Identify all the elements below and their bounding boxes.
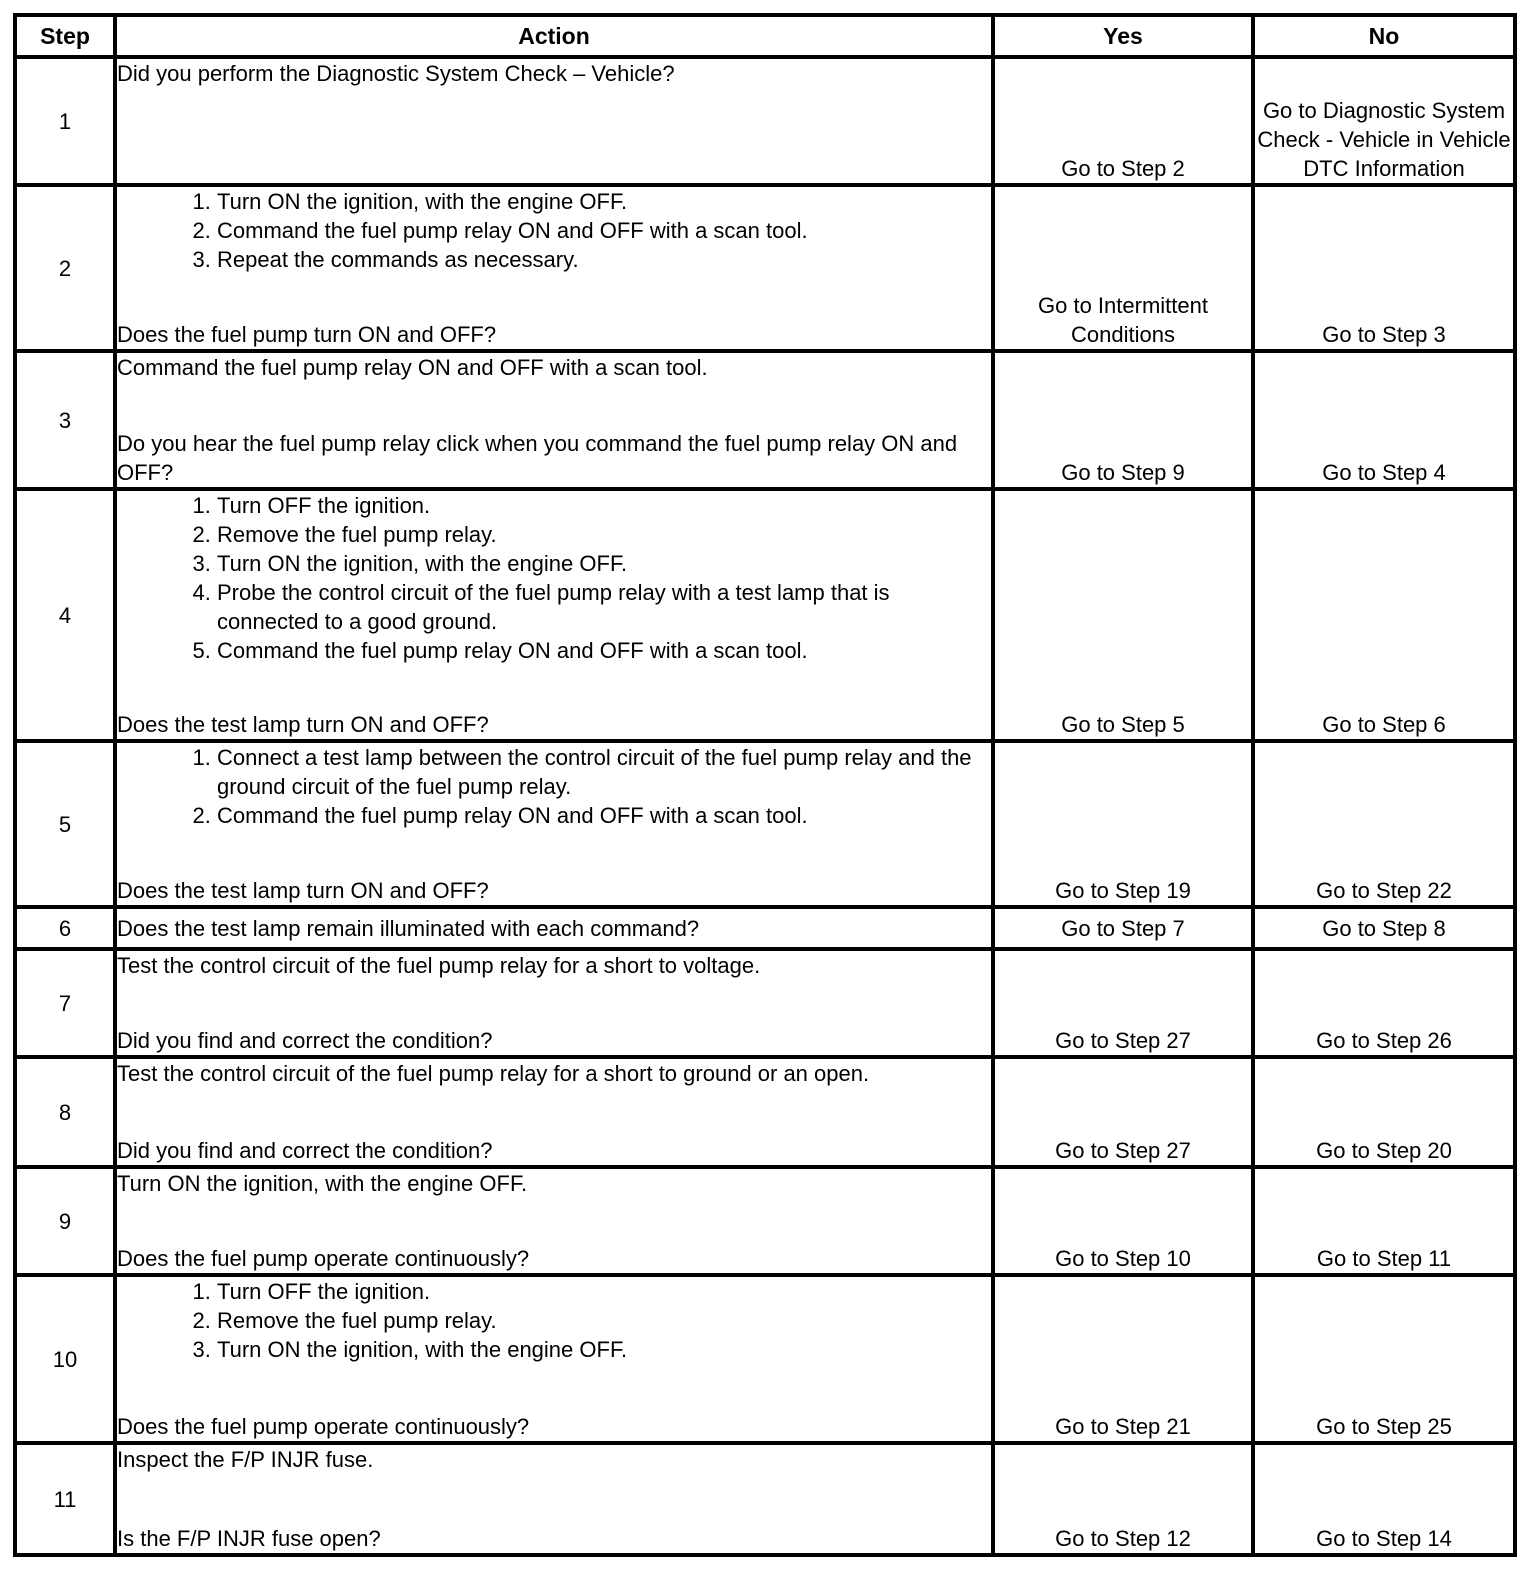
step-number: 2: [15, 185, 115, 351]
action-step: 2. Remove the fuel pump relay.: [217, 520, 991, 549]
yes-result: Go to Intermittent Conditions: [993, 185, 1253, 351]
yes-result: Go to Step 10: [993, 1167, 1253, 1275]
no-result: Go to Diagnostic System Check - Vehicle in Vehicle DTC Information: [1253, 57, 1515, 185]
action-cell: [115, 1057, 993, 1167]
action-cell: [115, 949, 993, 1057]
action-step: 1. Turn OFF the ignition.: [217, 1277, 991, 1306]
yes-result: Go to Step 9: [993, 351, 1253, 489]
header-step: Step: [15, 15, 115, 57]
table-row: [15, 1275, 1515, 1443]
step-number: 11: [15, 1443, 115, 1555]
action-step: 3. Turn ON the ignition, with the engine OFF.: [217, 1335, 991, 1364]
table-row: [15, 351, 1515, 489]
step-number: 7: [15, 949, 115, 1057]
header-action: Action: [115, 15, 993, 57]
step-number: 8: [15, 1057, 115, 1167]
table-row: [15, 489, 1515, 741]
no-result: Go to Step 14: [1253, 1443, 1515, 1555]
step-number: 6: [15, 907, 115, 949]
action-step: 1. Connect a test lamp between the control circuit of the fuel pump relay and the ground circuit of the fuel pump relay.: [217, 743, 991, 801]
yes-result: Go to Step 27: [993, 1057, 1253, 1167]
header-row: [15, 15, 1515, 57]
action-step: 4. Probe the control circuit of the fuel pump relay with a test lamp that is connected to a good ground.: [217, 578, 991, 636]
action-cell: [115, 185, 993, 351]
yes-result: Go to Step 19: [993, 741, 1253, 907]
step-number: 5: [15, 741, 115, 907]
action-instruction: Inspect the F/P INJR fuse.: [117, 1447, 374, 1472]
table-row: [15, 741, 1515, 907]
action-step: 1. Turn OFF the ignition.: [217, 491, 991, 520]
table-row: [15, 907, 1515, 949]
action-question: Did you perform the Diagnostic System Check – Vehicle?: [117, 61, 675, 86]
step-number: 10: [15, 1275, 115, 1443]
header-yes: Yes: [993, 15, 1253, 57]
action-question: Does the fuel pump operate continuously?: [117, 1414, 530, 1439]
action-step: 3. Repeat the commands as necessary.: [217, 245, 991, 274]
table-row: [15, 57, 1515, 185]
action-step: 2. Command the fuel pump relay ON and OFF with a scan tool.: [217, 216, 991, 245]
action-steps: [167, 1277, 991, 1364]
yes-result: Go to Step 2: [993, 57, 1253, 185]
action-question: Is the F/P INJR fuse open?: [117, 1526, 381, 1551]
yes-result: Go to Step 7: [993, 907, 1253, 949]
header-no: No: [1253, 15, 1515, 57]
yes-result: Go to Step 5: [993, 489, 1253, 741]
action-step: 5. Command the fuel pump relay ON and OFF with a scan tool.: [217, 636, 991, 665]
table-row: [15, 949, 1515, 1057]
action-cell: [115, 351, 993, 489]
no-result: Go to Step 3: [1253, 185, 1515, 351]
action-cell: [115, 1275, 993, 1443]
step-number: 4: [15, 489, 115, 741]
diagnostic-table: [13, 13, 1517, 1557]
no-result: Go to Step 25: [1253, 1275, 1515, 1443]
action-instruction: Turn ON the ignition, with the engine OFF.: [117, 1171, 528, 1196]
yes-result: Go to Step 27: [993, 949, 1253, 1057]
action-steps: [167, 491, 991, 665]
table-row: [15, 1443, 1515, 1555]
action-step: 3. Turn ON the ignition, with the engine OFF.: [217, 549, 991, 578]
no-result: Go to Step 4: [1253, 351, 1515, 489]
action-cell: [115, 1167, 993, 1275]
action-instruction: Command the fuel pump relay ON and OFF with a scan tool.: [117, 355, 708, 380]
action-steps: [167, 187, 991, 274]
table-row: [15, 185, 1515, 351]
action-step: 2. Remove the fuel pump relay.: [217, 1306, 991, 1335]
action-question: Does the test lamp turn ON and OFF?: [117, 878, 489, 903]
action-question: Does the test lamp turn ON and OFF?: [117, 712, 489, 737]
no-result: Go to Step 11: [1253, 1167, 1515, 1275]
action-step: 2. Command the fuel pump relay ON and OFF with a scan tool.: [217, 801, 991, 830]
action-question: Do you hear the fuel pump relay click when you command the fuel pump relay ON and OFF?: [117, 431, 958, 485]
action-question: Did you find and correct the condition?: [117, 1138, 493, 1163]
action-cell: [115, 741, 993, 907]
action-cell: [115, 489, 993, 741]
action-cell: [115, 1443, 993, 1555]
no-result: Go to Step 6: [1253, 489, 1515, 741]
yes-result: Go to Step 21: [993, 1275, 1253, 1443]
action-steps: [167, 743, 991, 830]
step-number: 1: [15, 57, 115, 185]
no-result: Go to Step 20: [1253, 1057, 1515, 1167]
table-row: [15, 1057, 1515, 1167]
action-cell: [115, 57, 993, 185]
yes-result: Go to Step 12: [993, 1443, 1253, 1555]
action-instruction: Test the control circuit of the fuel pump relay for a short to ground or an open.: [117, 1061, 870, 1086]
action-question: Did you find and correct the condition?: [117, 1028, 493, 1053]
action-question: Does the fuel pump turn ON and OFF?: [117, 322, 497, 347]
no-result: Go to Step 8: [1253, 907, 1515, 949]
step-number: 3: [15, 351, 115, 489]
step-number: 9: [15, 1167, 115, 1275]
no-result: Go to Step 26: [1253, 949, 1515, 1057]
action-question: Does the test lamp remain illuminated with each command?: [117, 915, 700, 941]
action-cell: [115, 907, 993, 949]
no-result: Go to Step 22: [1253, 741, 1515, 907]
action-instruction: Test the control circuit of the fuel pump relay for a short to voltage.: [117, 953, 761, 978]
table-row: [15, 1167, 1515, 1275]
action-question: Does the fuel pump operate continuously?: [117, 1246, 530, 1271]
action-step: 1. Turn ON the ignition, with the engine OFF.: [217, 187, 991, 216]
